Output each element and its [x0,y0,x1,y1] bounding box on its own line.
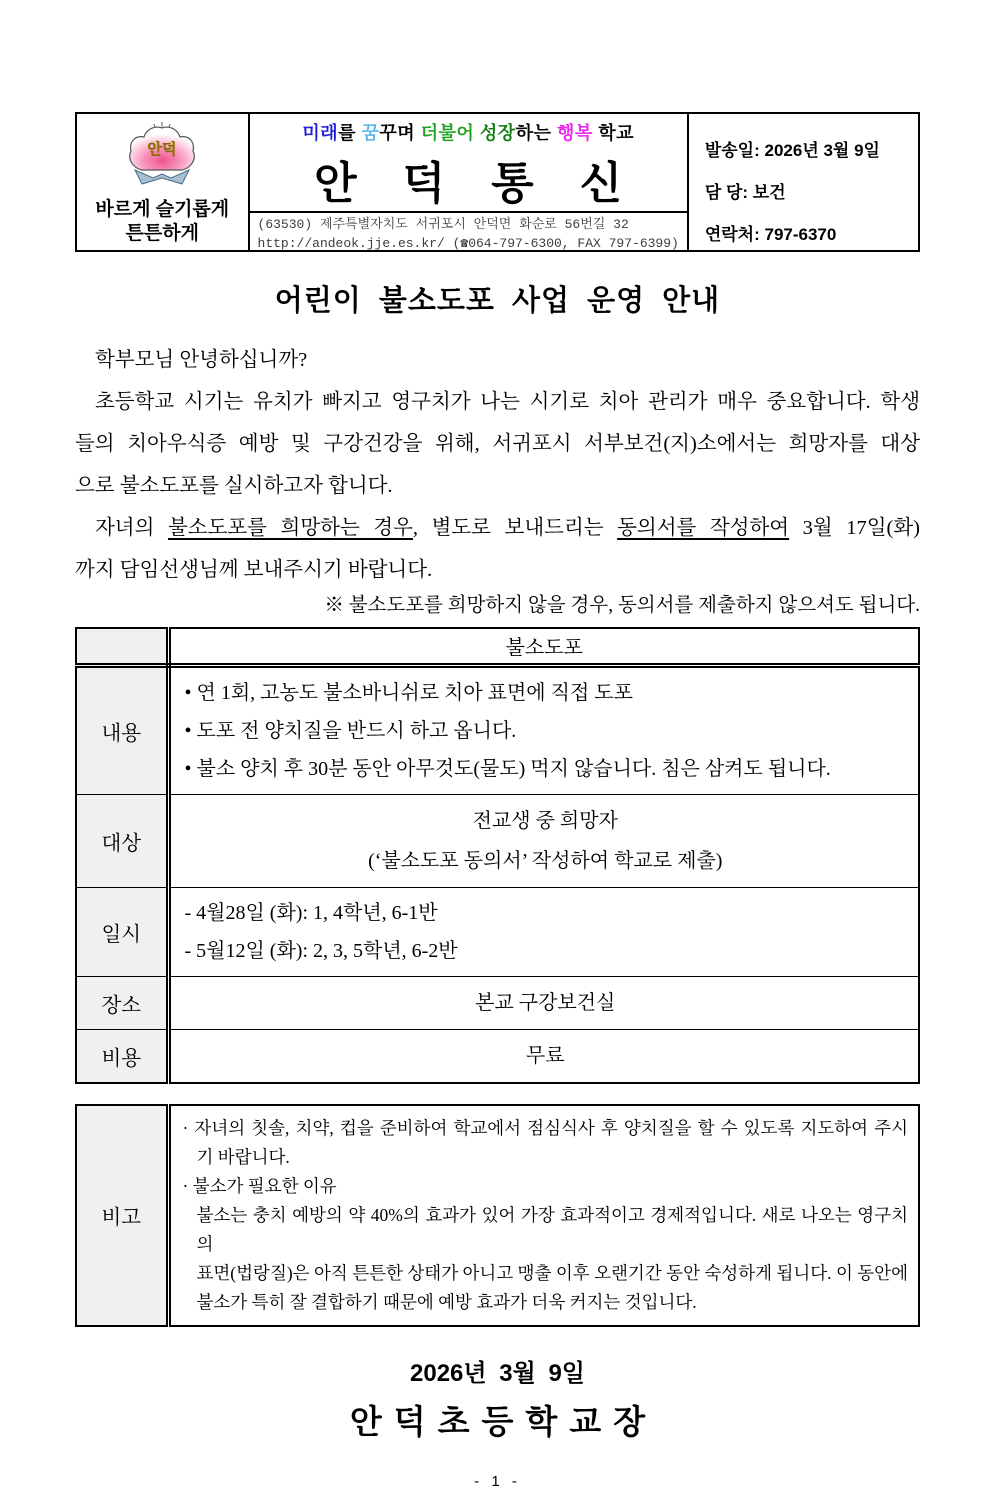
cost-line: 무료 [525,1044,565,1067]
target-line-2: (‘불소도포 동의서’ 작성하여 학교로 제출) [368,849,723,872]
content-bullet-3: • 불소 양치 후 30분 동안 아무것도(물도) 먹지 않습니다. 침은 삼켜도 됩니다. [184,757,831,780]
fluoride-info-table [75,627,920,1084]
footer-date: 2026년 3월 9일 [410,1359,585,1387]
motto-line-1: 바르게 슬기롭게 [95,199,230,220]
table-row [76,1029,919,1083]
row-label-remarks: 비고 [76,1105,168,1326]
row-label-date: 일시 [76,887,168,976]
slogan-seg-4: 꾸며 [379,123,421,143]
row-label-cost: 비용 [76,1029,168,1083]
para1-line3: 으로 불소도포를 실시하고자 합니다. [75,475,393,497]
document-title: 어린이 불소도포 사업 운영 안내 [274,285,721,317]
note-line: ※ 불소도포를 희망하지 않을 경우, 동의서를 제출하지 않으셔도 됩니다. [324,595,920,616]
staff-value: 보건 [752,183,786,202]
table-header-row [76,628,919,665]
cost-cell [168,1029,919,1083]
content-bullet-1: • 연 1회, 고농도 불소바니쉬로 치아 표면에 직접 도포 [184,681,633,704]
slogan-seg-7: 하는 [515,123,557,143]
content-cell [168,665,919,794]
date-cell [168,887,919,976]
send-date-label: 발송일: [704,141,760,160]
para2-seg3: , 별도로 보내드리는 [412,517,618,539]
staff-label: 담 당: [704,183,749,202]
slogan-seg-1: 미래 [302,123,339,143]
para2-seg5: 3월 17일(화) [789,517,920,539]
footer-signer: 안덕초등학교장 [349,1402,658,1440]
remarks-cell [168,1105,919,1326]
slogan-seg-3: 꿈 [361,123,380,143]
school-slogan [250,114,687,145]
date-line-2: - 5월12일 (화): 2, 3, 5학년, 6-2반 [184,939,458,962]
school-logo-icon [121,120,203,196]
table-row [76,976,919,1029]
content-bullet-2: • 도포 전 양치질을 반드시 하고 옵니다. [184,719,517,742]
slogan-seg-9: 학교 [598,123,634,143]
header-info-cell [689,114,918,250]
table-row [76,1105,919,1326]
para2-line1 [75,507,920,549]
row-label-place: 장소 [76,976,168,1029]
website-phone-line: http://andeok.jje.es.kr/ (☎064-797-6300, FAX 797-6399) [257,235,679,251]
row-label-target: 대상 [76,794,168,887]
slogan-seg-5: 더불어 [420,123,480,143]
table-corner-cell [76,628,168,665]
date-line-1: - 4월28일 (화): 1, 4학년, 6-1반 [184,901,438,924]
contact-value: 797-6370 [764,225,837,244]
remarks-line-1: · 자녀의 칫솔, 치약, 컵을 준비하여 학교에서 점심식사 후 양치질을 할 수 있도록 지도하여 주시 [182,1117,908,1138]
logo-text: 안덕 [147,142,177,158]
remarks-line-6: 불소가 특히 잘 결합하기 때문에 예방 효과가 더욱 커지는 것입니다. [196,1291,697,1312]
para2-seg1: 자녀의 [95,517,168,539]
slogan-seg-6: 성장 [479,123,516,143]
remarks-table [75,1104,920,1327]
para2-underlined-1: 불소도포를 희망하는 경우 [167,517,413,539]
remarks-line-5: 표면(법랑질)은 아직 튼튼한 상태가 아니고 맹출 이후 오랜기간 동안 숙성하게 됩니다. 이 동안에 [196,1262,908,1283]
header-banner [75,112,920,252]
table-row [76,665,919,794]
table-header-cell: 불소도포 [168,628,919,665]
row-label-content: 내용 [76,665,168,794]
para2-line2: 까지 담임선생님께 보내주시기 바랍니다. [75,559,433,581]
remarks-line-4: 불소는 충치 예방의 약 40%의 효과가 있어 가장 효과적이고 경제적입니다. 새로 나오는 영구치의 [196,1204,908,1254]
staff-line [705,178,918,203]
para1-line2: 들의 치아우식증 예방 및 구강건강을 위해, 서귀포시 서부보건(지)소에서는 희망자를 대상 [75,433,920,455]
contact-label: 연락처: [704,225,760,244]
para1-line1: 초등학교 시기는 유치가 빠지고 영구치가 나는 시기로 치아 관리가 매우 중요합니다. 학생 [95,391,920,413]
slogan-seg-8: 행복 [556,123,599,143]
remarks-line-2: 기 바랍니다. [196,1146,290,1167]
place-cell [168,976,919,1029]
header-logo-cell [77,114,250,250]
greeting-line: 학부모님 안녕하십니까? [95,349,308,371]
page-number: - 1 - [474,1472,521,1490]
contact-line [705,220,918,245]
school-motto [95,198,229,246]
send-date-value: 2026년 3월 9일 [764,141,880,160]
remarks-section [75,1104,920,1327]
newsletter-masthead-title: 안덕통신 [314,159,669,208]
place-line: 본교 구강보건실 [475,991,616,1014]
table-row [76,887,919,976]
school-address-block [250,211,687,258]
target-line-1: 전교생 중 희망자 [472,809,618,832]
para2-underlined-2: 동의서를 작성하여 [617,517,790,539]
target-cell [168,794,919,887]
header-masthead-cell [250,114,689,250]
remarks-line-3: · 불소가 필요한 이유 [182,1175,337,1196]
address-line: (63530) 제주특별자치도 서귀포시 안덕면 화순로 56번길 32 [257,217,629,232]
body-text [75,339,920,591]
send-date-line [705,136,918,161]
motto-line-2: 튼튼하게 [125,222,199,244]
slogan-seg-2: 를 [338,123,362,143]
table-row [76,794,919,887]
